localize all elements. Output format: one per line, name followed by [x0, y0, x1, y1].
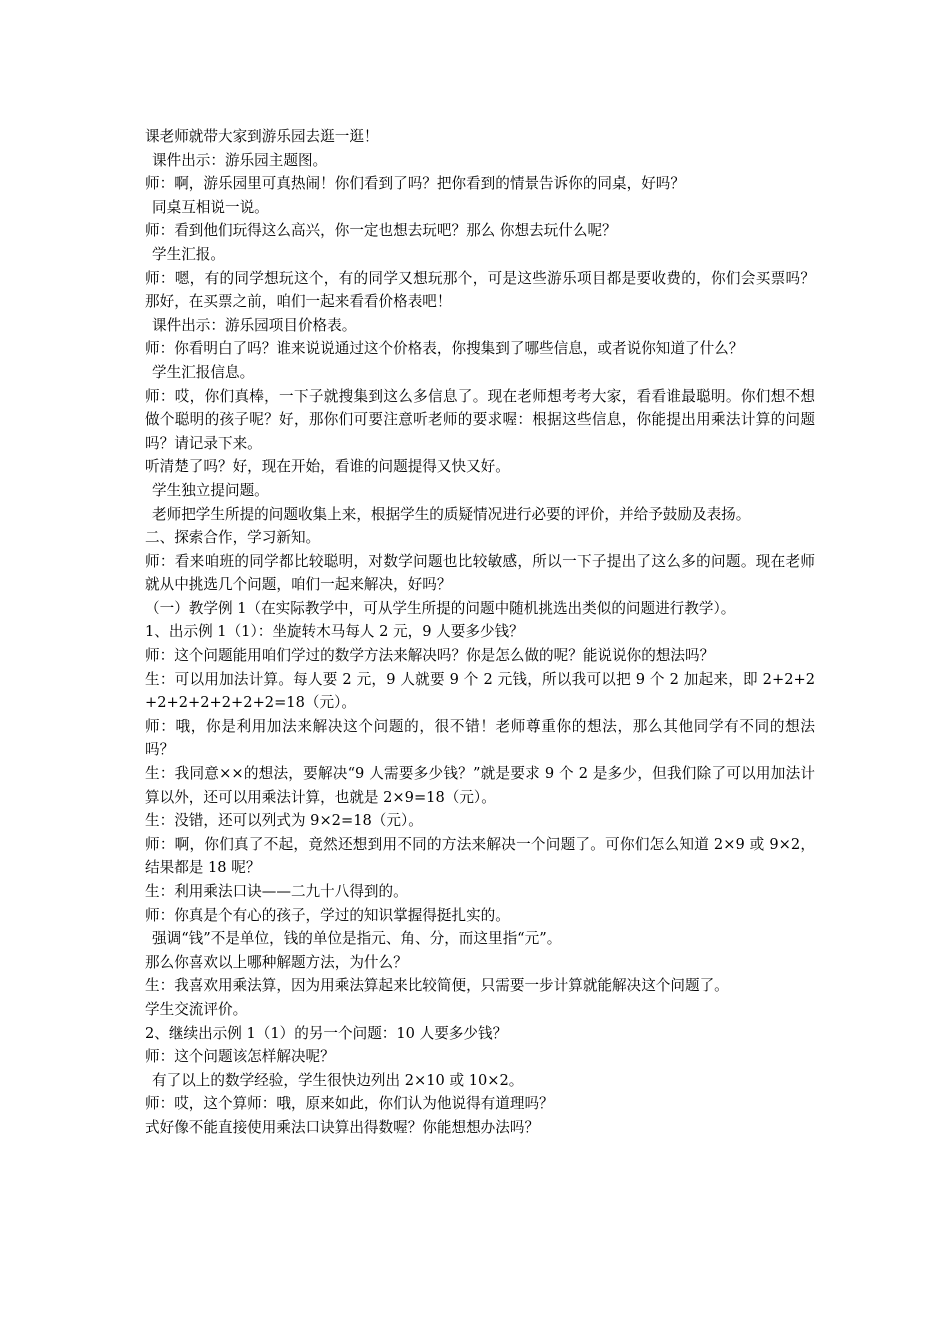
paragraph: 师：这个问题能用咱们学过的数学方法来解决吗？你是怎么做的呢？能说说你的想法吗？	[145, 647, 715, 665]
paragraph: 强调“钱”不是单位，钱的单位是指元、角、分，而这里指“元”。	[152, 930, 562, 948]
paragraph: 师：这个问题该怎样解决呢？	[145, 1048, 335, 1066]
paragraph: 课件出示：游乐园项目价格表。	[152, 316, 357, 334]
paragraph: 同桌互相说一说。	[152, 198, 269, 216]
paragraph: 师：啊，你们真了不起，竟然还想到用不同的方法来解决一个问题了。可你们怎么知道 2×9 或 9×2，结果都是 18 呢？	[145, 835, 815, 877]
paragraph: 师：你真是个有心的孩子，学过的知识掌握得挺扎实的。	[145, 906, 510, 924]
paragraph: 式好像不能直接使用乘法口诀算出得数喔？你能想想办法吗？	[145, 1118, 540, 1136]
paragraph: 师：你看明白了吗？谁来说说通过这个价格表，你搜集到了哪些信息，或者说你知道了什么？	[145, 340, 744, 358]
paragraph: 生：没错，还可以列式为 9×2=18（元）。	[145, 812, 423, 830]
paragraph: 生：我喜欢用乘法算，因为用乘法算起来比较简便，只需要一步计算就能解决这个问题了。	[145, 977, 729, 995]
paragraph: 课件出示：游乐园主题图。	[152, 151, 328, 169]
paragraph: 师：看到他们玩得这么高兴，你一定也想去玩吧？那么 你想去玩什么呢？	[145, 222, 617, 240]
paragraph: 那么你喜欢以上哪种解题方法，为什么？	[145, 953, 408, 971]
document-body	[145, 125, 815, 1140]
paragraph: 师：嗯，有的同学想玩这个，有的同学又想玩那个，可是这些游乐项目都是要收费的，你们会买票吗？那好，在买票之前，咱们一起来看看价格表吧！	[145, 269, 815, 311]
paragraph: 听清楚了吗？好，现在开始，看谁的问题提得又快又好。	[145, 458, 510, 476]
paragraph: 学生交流评价。	[145, 1000, 248, 1018]
paragraph: 2、继续出示例 1（1）的另一个问题：10 人要多少钱？	[145, 1024, 508, 1042]
paragraph: 1、出示例 1（1）：坐旋转木马每人 2 元，9 人要多少钱？	[145, 623, 524, 641]
paragraph: 有了以上的数学经验，学生很快边列出 2×10 或 10×2。	[152, 1071, 524, 1089]
paragraph: （一）教学例 1（在实际教学中，可从学生所提的问题中随机挑选出类似的问题进行教学）。	[145, 599, 736, 617]
paragraph: 师：啊，游乐园里可真热闹！你们看到了吗？把你看到的情景告诉你的同桌，好吗？	[145, 175, 685, 193]
paragraph: 学生独立提问题。	[152, 481, 269, 499]
paragraph: 师：看来咱班的同学都比较聪明，对数学问题也比较敏感，所以一下子提出了这么多的问题。现在老师就从中挑选几个问题，咱们一起来解决，好吗？	[145, 552, 815, 594]
paragraph: 师：哦，你是利用加法来解决这个问题的，很不错！老师尊重你的想法，那么其他同学有不同的想法吗？	[145, 717, 815, 759]
paragraph: 学生汇报信息。	[152, 363, 255, 381]
paragraph: 师：哎，这个算师：哦，原来如此，你们认为他说得有道理吗？	[145, 1095, 554, 1113]
paragraph: 二、探索合作，学习新知。	[145, 529, 321, 547]
paragraph: 生：利用乘法口诀——二九十八得到的。	[145, 883, 408, 900]
paragraph: 生：我同意××的想法，要解决“9 人需要多少钱？”就是要求 9 个 2 是多少，但我们除了可以用加法计算以外，还可以用乘法计算，也就是 2×9=18（元）。	[145, 765, 815, 806]
paragraph: 课老师就带大家到游乐园去逛一逛！	[145, 128, 379, 145]
paragraph: 生：可以用加法计算。每人要 2 元，9 人就要 9 个 2 元钱，所以我可以把 9 个 2 加起来，即 2+2+2+2+2+2+2+2+2=18（元）。	[145, 670, 815, 712]
paragraph: 师：哎，你们真棒，一下子就搜集到这么多信息了。现在老师想考考大家，看看谁最聪明。你们想不想做个聪明的孩子呢？好，那你们可要注意听老师的要求喔：根据这些信息，你能提出用乘法计算的问题吗？请记录下来。	[145, 387, 815, 452]
paragraph: 老师把学生所提的问题收集上来，根据学生的质疑情况进行必要的评价，并给予鼓励及表扬。	[152, 505, 751, 523]
paragraph: 学生汇报。	[152, 245, 225, 263]
